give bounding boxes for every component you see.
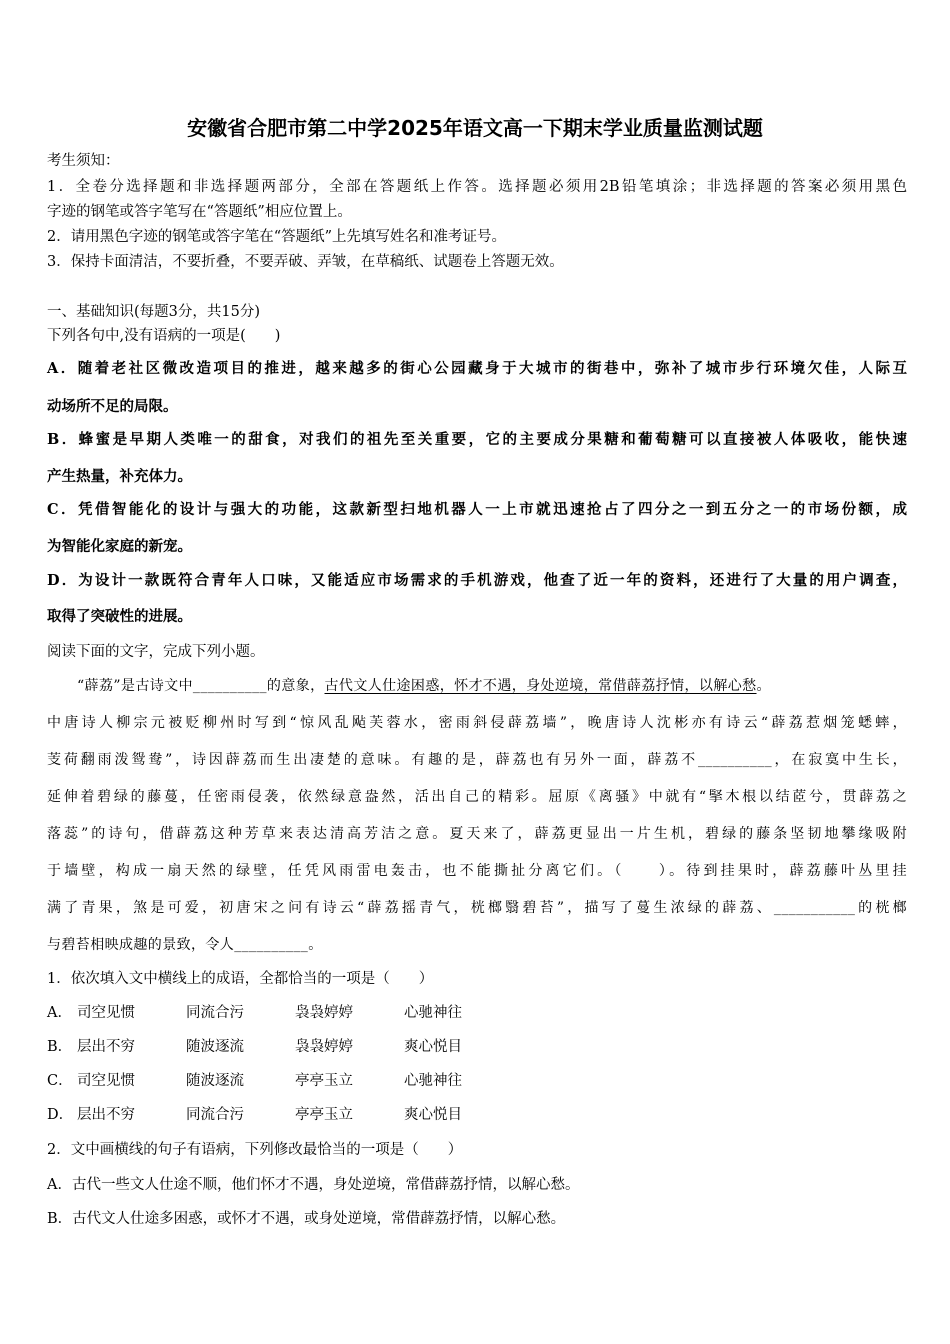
passage-line: 芰荷翻雨泼鸳鸯”，诗因薜荔而生出凄楚的意味。有趣的是，薜荔也有另外一面，薜荔不__________，在寂寞中生长，	[47, 752, 907, 768]
notice-item: 字迹的钢笔或答字笔写在“答题纸”相应位置上。	[47, 204, 352, 220]
passage-line: 延伸着碧绿的藤蔓，任密雨侵袭，依然绿意盎然，活出自己的精彩。屈原《离骚》中就有“掔木根以结茝兮，贯薜荔之	[47, 789, 907, 805]
passage-line: 满了青果，煞是可爱，初唐宋之问有诗云“薜荔摇青气，桄榔翳碧苔”，描写了蔓生浓绿的薜荔、___________的桄榔	[47, 900, 907, 916]
option-b-line1: B．蜂蜜是早期人类唯一的甜食，对我们的祖先至关重要，它的主要成分果糖和葡萄糖可以直接被人体吸收，能快速	[47, 431, 907, 448]
passage-line: 中唐诗人柳宗元被贬柳州时写到“惊风乱飐芙蓉水，密雨斜侵薜荔墙”，晚唐诗人沈彬亦有诗云“薜荔惹烟笼蟋蟀，	[47, 715, 907, 731]
question-stem: 2．文中画横线的句子有语病，下列修改最恰当的一项是（ ）	[47, 1142, 463, 1158]
underlined-sentence: 古代文人仕途困惑，怀才不遇，身处逆境，常借薜荔抒情，以解心愁	[324, 678, 757, 694]
option-word: 亭亭玉立	[295, 1073, 353, 1089]
q1-option	[47, 1004, 907, 1022]
option-word: 心驰神往	[404, 1073, 462, 1089]
option-a-line1: A．随着老社区微改造项目的推进，越来越多的街心公园藏身于大城市的街巷中，弥补了城市步行环境欠佳，人际互	[47, 360, 907, 377]
option-d-line1: D．为设计一款既符合青年人口味，又能适应市场需求的手机游戏，他查了近一年的资料，还进行了大量的用户调查，	[47, 572, 907, 589]
option-label: C．	[47, 1073, 73, 1089]
q2-option: B．古代文人仕途多困惑，或怀才不遇，或身处逆境，常借薜荔抒情，以解心愁。	[47, 1211, 566, 1227]
option-label: A．	[47, 1005, 72, 1021]
option-word: 随波逐流	[186, 1073, 244, 1089]
option-a-line2: 动场所不足的局限。	[47, 398, 178, 415]
q2-option: A．古代一些文人仕途不顺，他们怀才不遇，身处逆境，常借薜荔抒情，以解心愁。	[47, 1177, 580, 1193]
passage-text: 。	[756, 678, 771, 694]
option-word: 层出不穷	[77, 1039, 135, 1055]
option-word: 司空见惯	[77, 1005, 135, 1021]
option-word: 爽心悦目	[404, 1039, 462, 1055]
q1-option	[47, 1072, 907, 1090]
notice-heading: 考生须知：	[47, 153, 120, 169]
option-c-line2: 为智能化家庭的新宠。	[47, 538, 192, 555]
passage-line	[77, 677, 907, 695]
option-word: 心驰神往	[404, 1005, 462, 1021]
passage-line: 与碧苔相映成趣的景致，令人__________。	[47, 937, 323, 953]
option-word: 司空见惯	[77, 1073, 135, 1089]
option-word: 随波逐流	[186, 1039, 244, 1055]
q1-option	[47, 1106, 907, 1124]
q1-option	[47, 1038, 907, 1056]
section-heading: 一、基础知识(每题3分，共15分)	[47, 304, 260, 320]
option-b-line2: 产生热量，补充体力。	[47, 468, 192, 485]
question-stem: 1．依次填入文中横线上的成语，全都恰当的一项是（ ）	[47, 971, 434, 987]
option-word: 袅袅婷婷	[295, 1005, 353, 1021]
page-title: 安徽省合肥市第二中学2025年语文高一下期末学业质量监测试题	[187, 116, 763, 140]
passage-line: 于墙壁，构成一扇天然的绿壁，任凭风雨雷电轰击，也不能撕扯分离它们。（ ）。待到挂果时，薜荔藤叶丛里挂	[47, 863, 907, 879]
question-stem: 下列各句中,没有语病的一项是( )	[47, 328, 281, 344]
option-label: D．	[47, 1107, 74, 1123]
passage-text: “薜荔”是古诗文中__________的意象，	[77, 678, 325, 694]
option-word: 亭亭玉立	[295, 1107, 353, 1123]
reading-intro: 阅读下面的文字，完成下列小题。	[47, 644, 265, 660]
option-c-line1: C．凭借智能化的设计与强大的功能，这款新型扫地机器人一上市就迅速抢占了四分之一到五分之一的市场份额，成	[47, 501, 907, 518]
option-word: 爽心悦目	[404, 1107, 462, 1123]
option-d-line2: 取得了突破性的进展。	[47, 608, 192, 625]
option-word: 袅袅婷婷	[295, 1039, 353, 1055]
notice-item: 2．请用黑色字迹的钢笔或答字笔在“答题纸”上先填写姓名和准考证号。	[47, 229, 507, 245]
notice-item: 1．全卷分选择题和非选择题两部分，全部在答题纸上作答。选择题必须用2B铅笔填涂；非选择题的答案必须用黑色	[47, 179, 907, 195]
option-word: 同流合污	[186, 1005, 244, 1021]
option-word: 同流合污	[186, 1107, 244, 1123]
option-word: 层出不穷	[77, 1107, 135, 1123]
notice-item: 3．保持卡面清洁，不要折叠，不要弄破、弄皱，在草稿纸、试题卷上答题无效。	[47, 254, 564, 270]
passage-line: 落蕊”的诗句，借薜荔这种芳草来表达清高芳洁之意。夏天来了，薜荔更显出一片生机，碧绿的藤条坚韧地攀缘吸附	[47, 826, 907, 842]
option-label: B．	[47, 1039, 73, 1055]
